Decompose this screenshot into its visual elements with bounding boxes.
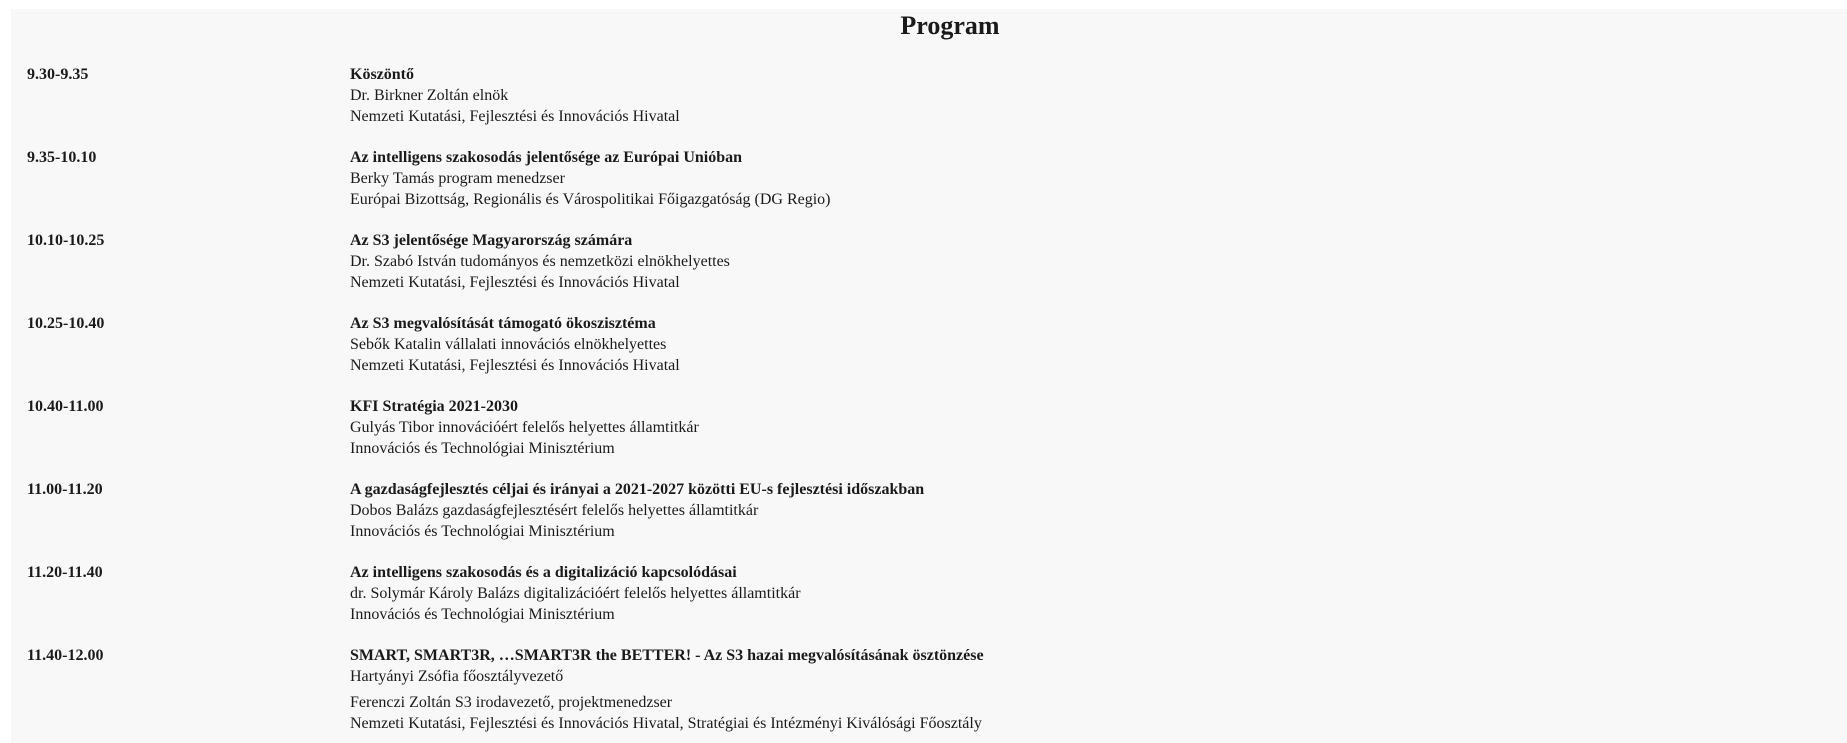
page-title: Program <box>900 11 1000 40</box>
organization-line: Nemzeti Kutatási, Fejlesztési és Innovációs Hivatal <box>350 274 680 291</box>
program-list <box>27 64 1827 743</box>
program-item <box>27 562 1827 625</box>
program-item <box>27 645 1827 734</box>
speaker-line: Sebők Katalin vállalati innovációs elnökhelyettes <box>350 336 667 353</box>
item-time: 10.10-10.25 <box>27 232 105 249</box>
speaker-line: Dr. Birkner Zoltán elnök <box>350 87 509 104</box>
item-details <box>350 64 1827 127</box>
speaker-line: Ferenczi Zoltán S3 irodavezető, projektmenedzser <box>350 694 673 711</box>
item-details <box>350 147 1827 210</box>
item-details <box>350 645 1827 734</box>
program-item <box>27 479 1827 542</box>
program-item <box>27 396 1827 459</box>
item-time: 9.35-10.10 <box>27 149 97 166</box>
talk-title: KFI Stratégia 2021-2030 <box>350 398 518 415</box>
speaker-line: Berky Tamás program menedzser <box>350 170 565 187</box>
speaker-line: Hartyányi Zsófia főosztályvezető <box>350 668 564 685</box>
organization-line: Innovációs és Technológiai Minisztérium <box>350 523 615 540</box>
program-item <box>27 230 1827 293</box>
program-item <box>27 313 1827 376</box>
item-time: 11.00-11.20 <box>27 481 103 498</box>
talk-title: Az S3 jelentősége Magyarország számára <box>350 232 633 249</box>
document-page <box>11 9 1847 743</box>
talk-title: A gazdaságfejlesztés céljai és irányai a 2021-2027 közötti EU-s fejlesztési időszakban <box>350 481 925 498</box>
item-time: 11.40-12.00 <box>27 647 104 664</box>
organization-line: Nemzeti Kutatási, Fejlesztési és Innovációs Hivatal <box>350 108 680 125</box>
item-time: 9.30-9.35 <box>27 66 89 83</box>
item-time: 11.20-11.40 <box>27 564 103 581</box>
talk-title: Köszöntő <box>350 66 414 83</box>
item-details <box>350 313 1827 376</box>
organization-line: Nemzeti Kutatási, Fejlesztési és Innovációs Hivatal <box>350 357 680 374</box>
talk-title: SMART, SMART3R, …SMART3R the BETTER! - Az S3 hazai megvalósításának ösztönzése <box>350 647 984 664</box>
item-details <box>350 562 1827 625</box>
organization-line: Nemzeti Kutatási, Fejlesztési és Innovációs Hivatal, Stratégiai és Intézményi Kiválósági Főosztály <box>350 715 982 732</box>
talk-title: Az S3 megvalósítását támogató ökoszisztéma <box>350 315 656 332</box>
program-item <box>27 147 1827 210</box>
speaker-line: Gulyás Tibor innovációért felelős helyettes államtitkár <box>350 419 699 436</box>
item-time: 10.25-10.40 <box>27 315 105 332</box>
item-details <box>350 479 1827 542</box>
talk-title: Az intelligens szakosodás jelentősége az Európai Unióban <box>350 149 743 166</box>
speaker-line: Dobos Balázs gazdaságfejlesztésért felelős helyettes államtitkár <box>350 502 759 519</box>
speaker-line: Dr. Szabó István tudományos és nemzetközi elnökhelyettes <box>350 253 730 270</box>
program-item <box>27 64 1827 127</box>
organization-line: Európai Bizottság, Regionális és Várospolitikai Főigazgatóság (DG Regio) <box>350 191 831 208</box>
organization-line: Innovációs és Technológiai Minisztérium <box>350 440 615 457</box>
speaker-line: dr. Solymár Károly Balázs digitalizációért felelős helyettes államtitkár <box>350 585 801 602</box>
item-details <box>350 396 1827 459</box>
item-details <box>350 230 1827 293</box>
talk-title: Az intelligens szakosodás és a digitalizáció kapcsolódásai <box>350 564 737 581</box>
item-time: 10.40-11.00 <box>27 398 104 415</box>
organization-line: Innovációs és Technológiai Minisztérium <box>350 606 615 623</box>
